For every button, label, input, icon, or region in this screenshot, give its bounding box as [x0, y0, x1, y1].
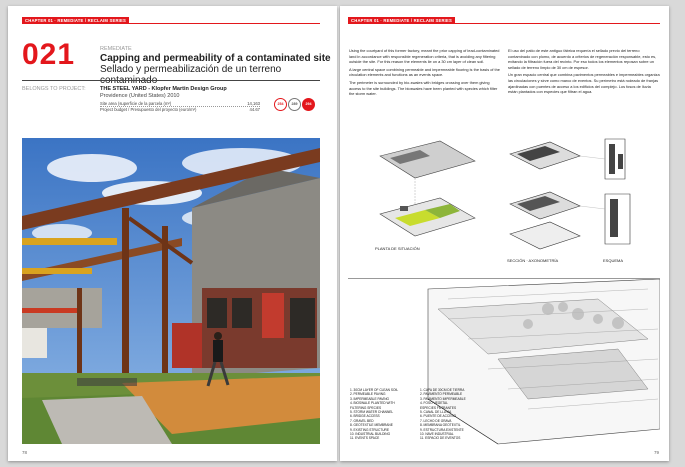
legend-item: 10. NAVE INDUSTRIAL [420, 432, 454, 437]
legend-item: 11. ESPACIO DE EVENTOS [420, 436, 461, 441]
site-plan-drawing [370, 136, 480, 256]
paragraph: A large central space combining permeable and impermeable flooring is the basis of the circulation elements and functions as an events space. [349, 66, 500, 78]
steel-yard-photo-illustration [22, 138, 320, 444]
right-page [340, 6, 669, 461]
legend-item: 2. PERMEABLE PAVING [350, 392, 386, 397]
axonometric-diagrams [505, 134, 655, 269]
chapter-rule [348, 23, 660, 24]
title-english: Capping and permeability of a contaminated site [100, 53, 331, 64]
legend-item: 3. IMPERMEABLE PAVING [350, 396, 390, 401]
body-text-english [349, 48, 502, 99]
page-number: 79 [653, 450, 659, 455]
legend-item: 1. 30CM LAYER OF CLEAN SOIL [350, 388, 399, 392]
reference-circle[interactable]: 289 [288, 98, 301, 111]
legend-item: 10. INDUSTRIAL BUILDING [350, 432, 391, 437]
budget-label: Project budget / Presupuesto del proyecto (euro/m²) [100, 107, 197, 112]
project-location: Providence (United States) 2010 [100, 93, 180, 99]
title-spanish: Sellado y permeabilización de un terreno [100, 64, 282, 75]
project-name: THE STEEL YARD - Klopfer Martin Design Group [100, 86, 227, 92]
chapter-tag: CHAPTER 01 · REMEDIATE / RECLAIM SERIES [22, 17, 129, 24]
legend-item: 9. ESTRUCTURA EXISTENTE [420, 427, 464, 432]
chapter-rule [22, 23, 320, 24]
legend-item: 9. EXISTING STRUCTURE [350, 427, 389, 432]
legend-english [350, 388, 398, 441]
reference-circle-active[interactable]: 294 [302, 98, 315, 111]
legend-item: FILTERING SPECIES [350, 405, 382, 410]
paragraph: Using the courtyard of this former factory, meant the prior capping of lead-contaminated land in accordance with responsible regeneration criteria, that is avoiding any filtering outside the site. For this reason the elements lie on a 30 cm layer of clean soil. [349, 48, 500, 65]
legend-item: 6. PUENTE DE ACCESO [420, 414, 456, 419]
left-page [8, 6, 337, 461]
axonometric-drawing [505, 134, 655, 269]
category-label: REMEDIATE [100, 46, 132, 52]
legend-item: 8. GEOTEXTILE MEMBRANE [350, 423, 393, 428]
legend-item: 11. EVENTS SPACE [350, 436, 380, 441]
page-number: 78 [22, 450, 28, 455]
legend-item: 5. STORM WATER CHANNEL [350, 410, 394, 415]
belongs-label: BELONGS TO PROJECT: [22, 86, 86, 92]
legend-item: 7. LECHO DE GRAVA [420, 418, 452, 423]
chapter-tag: CHAPTER 01 · REMEDIATE / RECLAIM SERIES [348, 17, 455, 24]
legend-item: 1. CAPA DE 30CM DE TIERRA [420, 388, 465, 392]
legend-item: 5. CANAL DE LLUVIA [420, 410, 452, 415]
legend-item: 3. PAVIMENTO IMPERMEABLE [420, 396, 466, 401]
legend-item: 2. PAVIMENTO PERMEABLE [420, 392, 463, 397]
legend-item: 8. MEMBRANA GEOTEXTIL [420, 423, 461, 428]
sketch-caption-left: PLANTA DE SITUACIÓN [375, 246, 420, 251]
project-number: 021 [22, 38, 76, 71]
site-area-label: Site area (superficie de la parcela (m²) [100, 101, 172, 106]
budget-value: 44.67 [249, 107, 260, 112]
legend-spanish [420, 388, 466, 441]
reference-circle[interactable]: 254 [274, 98, 287, 111]
legend-item: 4. BIOSWALE PLANTED WITH [350, 401, 395, 406]
legend-item: 4. FOSO VEGETAL [420, 401, 448, 406]
sketch-caption-mid: SECCIÓN · AXONOMETRÍA [507, 258, 559, 263]
project-photo [22, 138, 320, 444]
site-plan-diagram [370, 136, 480, 256]
paragraph: The perimeter is surrounded by bio-swales with bridges crossing over them giving access to the site buildings. The bioswales have been planted with species which filter the storm water. [349, 79, 498, 97]
legend-item: 7. GRAVEL BED [350, 418, 374, 423]
body-text-spanish [508, 48, 661, 97]
sketch-caption-right: ESQUEMA [603, 258, 624, 263]
paragraph: Un gran espacio central que combina pavimentos permeables e impermeables organiza las circulaciones y sirve como marco de eventos. Su perímetro está rodeado de franjas ajardinadas con puentes de acceso a los edificios del complejo. Los fosos de lluvia están plantados con especies que filtran el agua. [508, 72, 660, 95]
site-area-value: 14,163 [247, 101, 260, 106]
title-rule [22, 80, 320, 81]
legend-item: ESPECIES FILTRANTES [420, 405, 457, 410]
paragraph: El uso del patio de este antiguo fábrica requería el sellado previo del terreno contaminado con plomo, de acuerdo a criterios de regeneración responsable, esto es, evitando la filtración fuera del recinto. Por eso todos los elementos reposan sobre un sellado de terreno limpio de 30 cm de espesor. [508, 48, 657, 70]
legend-item: 6. BRIDGE ACCESS [350, 414, 380, 419]
